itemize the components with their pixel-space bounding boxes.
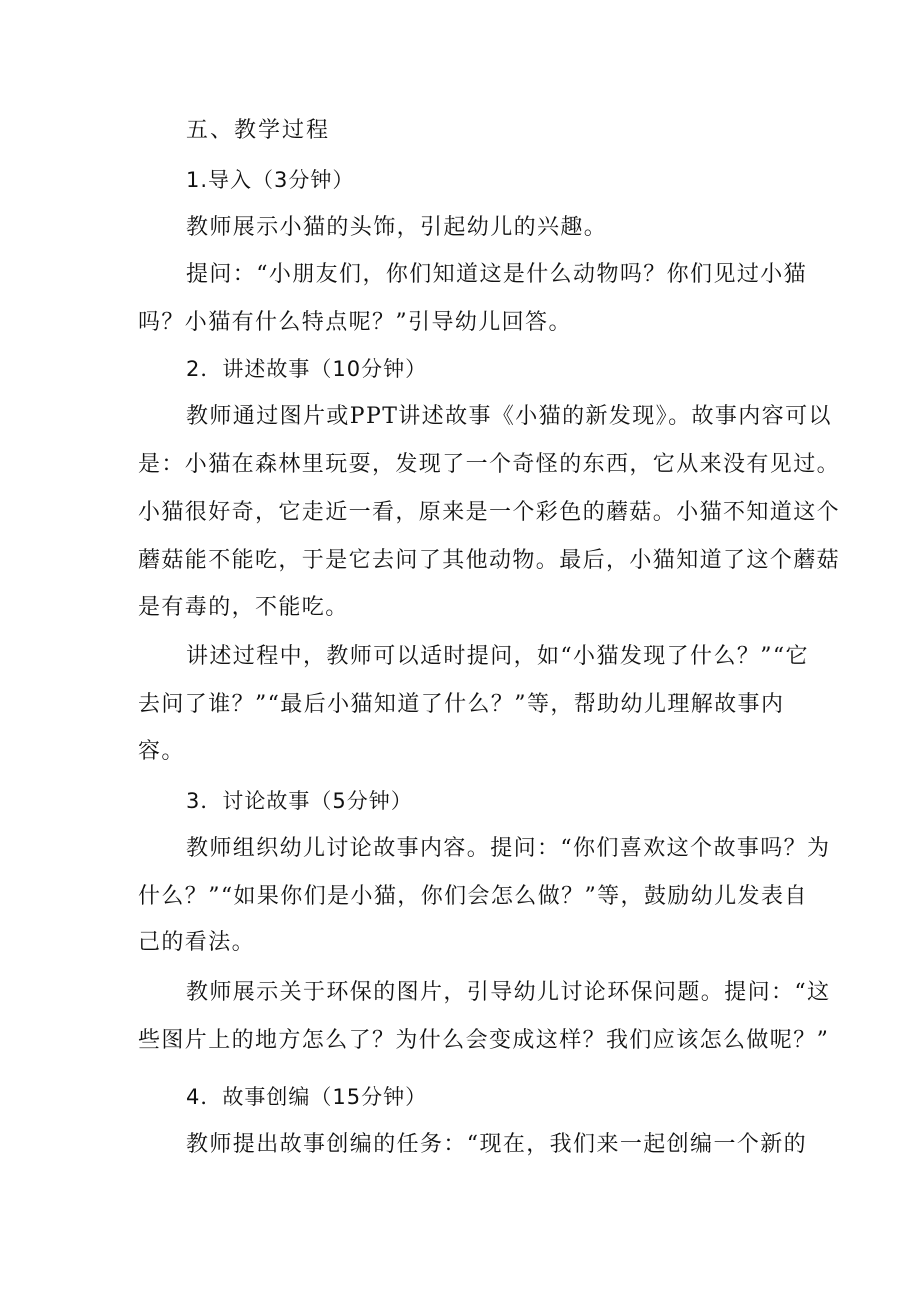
paragraph-line: 小猫很好奇，它走近一看，原来是一个彩色的蘑菇。小猫不知道这个 <box>138 500 841 525</box>
step-3-heading: 3．讨论故事（5分钟） <box>186 789 413 813</box>
paragraph-line: 教师组织幼儿讨论故事内容。提问：“你们喜欢这个故事吗？为 <box>186 836 831 861</box>
step-2-heading: 2．讲述故事（10分钟） <box>186 357 428 381</box>
paragraph-line: 己的看法。 <box>138 930 256 955</box>
paragraph-line: 容。 <box>138 739 185 764</box>
section-title: 五、教学过程 <box>186 118 331 143</box>
paragraph-line: 些图片上的地方怎么了？为什么会变成这样？我们应该怎么做呢？” <box>138 1028 830 1053</box>
paragraph-line: 蘑菇能不能吃，于是它去问了其他动物。最后，小猫知道了这个蘑菇 <box>138 548 841 573</box>
step-4-heading: 4．故事创编（15分钟） <box>186 1085 428 1109</box>
paragraph-line: 什么？”“如果你们是小猫，你们会怎么做？”等，鼓励幼儿发表自 <box>138 884 808 909</box>
paragraph-line: 提问：“小朋友们，你们知道这是什么动物吗？你们见过小猫 <box>186 262 808 287</box>
paragraph-line: 是：小猫在森林里玩耍，发现了一个奇怪的东西，它从来没有见过。 <box>138 452 841 477</box>
paragraph-line: 教师通过图片或PPT讲述故事《小猫的新发现》。故事内容可以 <box>186 404 832 429</box>
paragraph-line: 教师展示关于环保的图片，引导幼儿讨论环保问题。提问：“这 <box>186 980 831 1005</box>
paragraph-line: 是有毒的，不能吃。 <box>138 595 349 620</box>
paragraph-line: 讲述过程中，教师可以适时提问，如“小猫发现了什么？”“它 <box>186 644 809 669</box>
paragraph-line: 教师提出故事创编的任务：“现在，我们来一起创编一个新的 <box>186 1132 808 1157</box>
paragraph-line: 教师展示小猫的头饰，引起幼儿的兴趣。 <box>186 215 608 240</box>
step-1-heading: 1.导入（3分钟） <box>186 168 355 192</box>
paragraph-line: 吗？小猫有什么特点呢？”引导幼儿回答。 <box>138 310 572 335</box>
paragraph-line: 去问了谁？”“最后小猫知道了什么？”等，帮助幼儿理解故事内 <box>138 692 785 717</box>
